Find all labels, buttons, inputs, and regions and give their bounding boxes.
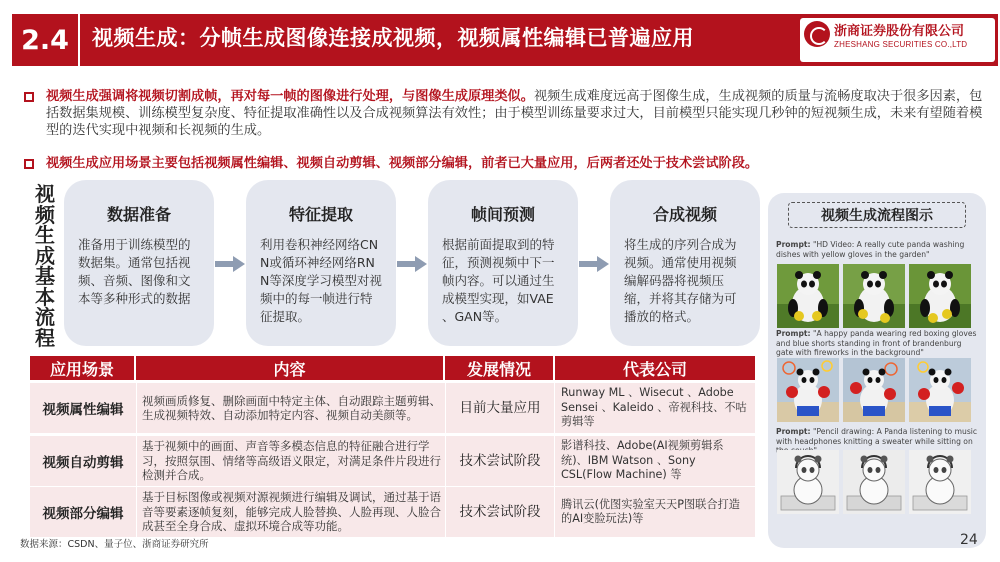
section-number: 2.4 xyxy=(12,14,78,66)
bullet-1 xyxy=(20,88,985,139)
example-prompt xyxy=(776,240,980,259)
panda-garden-frame xyxy=(909,264,971,328)
row-content: 基于目标图像或视频对源视频进行编辑及调试，通过基于语音等要素逐帧复刻，能够完成人脸替换、人脸再现、人脸合成甚至全身合成、虚拟环境合成等功能。 xyxy=(142,490,441,534)
page-title: 视频生成：分帧生成图像连接成视频，视频属性编辑已普遍应用 xyxy=(92,26,694,50)
example-prompt xyxy=(776,329,980,358)
panda-boxing-frame xyxy=(777,358,839,422)
flow-step-frame-prediction xyxy=(428,180,578,346)
logo-company-name-en: ZHESHANG SECURITIES CO.,LTD xyxy=(834,40,968,49)
flow-vertical-label: 视频生成基本流程 xyxy=(35,182,55,350)
bullet-highlight: 视频生成应用场景主要包括视频属性编辑、视频自动剪辑、视频部分编辑，前者已大量应用，后两者还处于技术尝试阶段。 xyxy=(46,156,759,171)
panda-pencil-frame xyxy=(909,450,971,514)
row-scene: 视频自动剪辑 xyxy=(42,455,124,471)
panda-garden-frame xyxy=(843,264,905,328)
arrow-right-icon xyxy=(397,256,427,272)
table-header-scene: 应用场景 xyxy=(30,356,134,380)
panda-boxing-frame xyxy=(843,358,905,422)
arrow-right-icon xyxy=(215,256,245,272)
row-scene: 视频属性编辑 xyxy=(42,402,124,418)
bullet-square-icon xyxy=(24,159,34,169)
page-number: 24 xyxy=(960,532,978,548)
flow-step-video-synthesis xyxy=(610,180,760,346)
prompt-text: "Pencil drawing: A Panda listening to music with headphones knitting a sweater while sitting on xyxy=(776,427,978,446)
arrow-right-icon xyxy=(579,256,609,272)
panel-title: 视频生成流程图示 xyxy=(788,202,966,228)
table-header-content: 内容 xyxy=(136,356,443,380)
table-header-companies: 代表公司 xyxy=(555,356,755,380)
row-content: 视频画质修复、删除画面中特定主体、自动跟踪主题剪辑、生成视频特效、自动添加特定内容、视频自动美颜等。 xyxy=(142,393,441,422)
row-companies: Runway ML 、Wisecut 、Adobe Sensei 、Kaleido 、帝视科技、不咕剪辑等 xyxy=(561,386,747,429)
panda-boxing-frame xyxy=(909,358,971,422)
step-body: 根据前面提取到的特征，预测视频中下一帧内容。可以通过生成模型实现，如VAE 、GAN等。 xyxy=(442,237,555,324)
logo-company-name: 浙商证券股份有限公司 xyxy=(834,24,965,39)
row-status: 技术尝试阶段 xyxy=(459,503,541,520)
prompt-label: Prompt: xyxy=(776,240,811,249)
row-companies: 影谱科技、Adobe(AI视频剪辑系统)、IBM Watson 、Sony CSL(Flow Machine) 等 xyxy=(561,439,724,482)
flow-step-feature-extraction xyxy=(246,180,396,346)
step-title: 特征提取 xyxy=(288,205,353,224)
prompt-text: "HD Video: A really cute panda washing dishes with yellow gloves in the garden" xyxy=(776,240,965,259)
prompt-text: "A happy panda wearing red boxing gloves and blue shorts standing in front of brandenburg gate with fireworks in the background" xyxy=(776,329,977,357)
table-row xyxy=(30,383,755,433)
panda-garden-frame xyxy=(777,264,839,328)
data-source: 数据来源：CSDN、量子位、浙商证券研究所 xyxy=(20,539,209,550)
row-companies: 腾讯云(优图实验室天天P图联合打造的AI变脸玩法)等 xyxy=(561,497,740,525)
panda-pencil-frame xyxy=(777,450,839,514)
row-status: 目前大量应用 xyxy=(459,399,541,416)
bullet-text: 视频生成难度远高于图像生成，生成视频的质量与流畅度取决于很多因素，包括数据集规模、训练模型复杂度、特征提取准确性以及合成视频算法有效性；由于模型训练量要求过大，目前模型只能实现几秒钟的短视频生成，未来有望随着模型的迭代实现中视频和长视频的生成。 xyxy=(46,89,983,138)
row-content: 基于视频中的画面、声音等多模态信息的特征融合进行学习，按照氛围、情绪等高级语义限定，对满足条件片段进行检测并合成。 xyxy=(142,439,441,483)
step-title: 数据准备 xyxy=(106,205,171,224)
step-title: 帧间预测 xyxy=(470,205,535,224)
prompt-label: Prompt: xyxy=(776,329,811,338)
logo-mark-icon xyxy=(804,21,830,47)
table-row xyxy=(30,487,755,537)
bullet-highlight: 视频生成强调将视频切割成帧，再对每一帧的图像进行处理，与图像生成原理类似。 xyxy=(46,89,534,104)
bullet-2 xyxy=(20,155,985,172)
step-body: 将生成的序列合成为视频。通常使用视频编解码器将视频压缩，并将其存储为可播放的格式。 xyxy=(624,237,737,324)
prompt-label: Prompt: xyxy=(776,427,811,436)
table-row xyxy=(30,436,755,486)
bullet-square-icon xyxy=(24,92,34,102)
step-body: 利用卷积神经网络CNN或循环神经网络RNN等深度学习模型对视频中的每一帧进行特征提取。 xyxy=(260,237,382,324)
row-scene: 视频部分编辑 xyxy=(42,506,124,522)
step-body: 准备用于训练模型的数据集。通常包括视频、音频、图像和文本等多种形式的数据 xyxy=(78,237,191,306)
flow-step-data-prep xyxy=(64,180,214,346)
panda-pencil-frame xyxy=(843,450,905,514)
step-title: 合成视频 xyxy=(652,205,717,224)
row-status: 技术尝试阶段 xyxy=(459,452,541,469)
table-header-status: 发展情况 xyxy=(445,356,553,380)
